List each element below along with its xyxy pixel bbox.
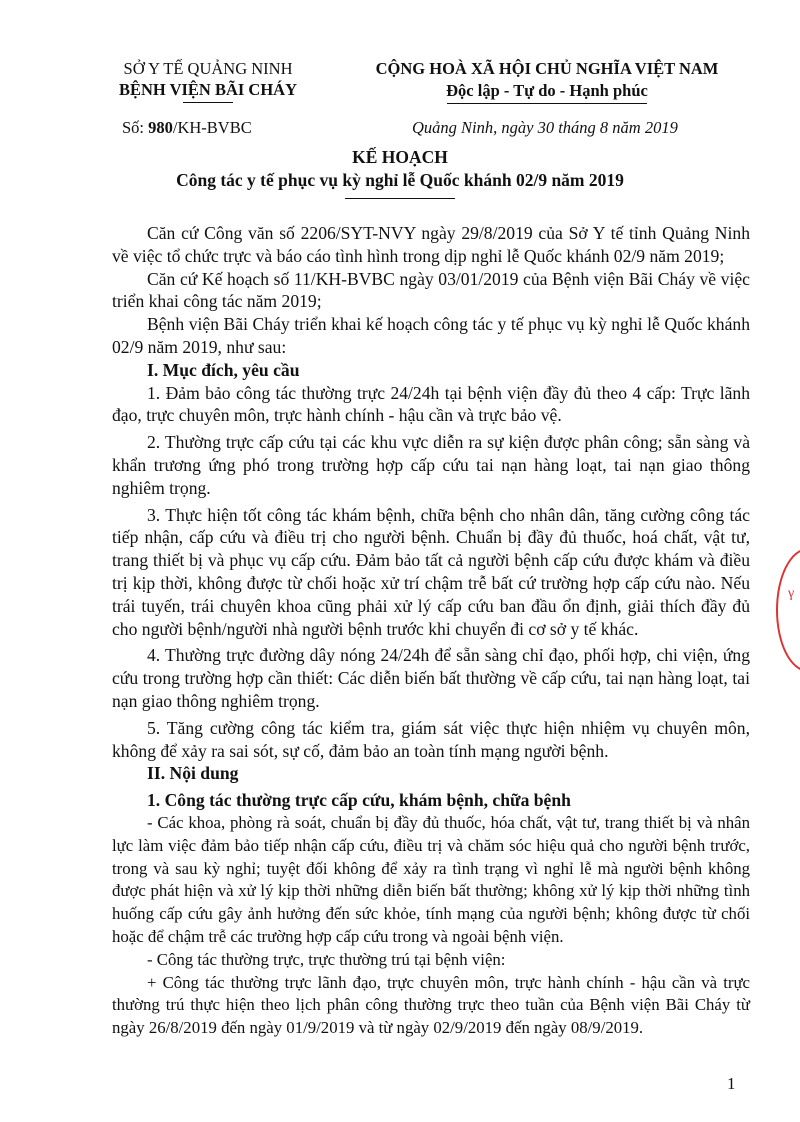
purpose-item-2: 2. Thường trực cấp cứu tại các khu vực diễn ra sự kiện được phân công; sẵn sàng và khẩn trương ứng phó trong trường hợp cấp cứu tai nạn hàng loạt, tai nạn giao thông nghiêm trọng.	[112, 432, 750, 498]
purpose-item-1: 1. Đảm bảo công tác thường trực 24/24h tại bệnh viện đầy đủ theo 4 cấp: Trực lãnh đạo, trực chuyên môn, trực hành chính - hậu cần và trực bảo vệ.	[112, 382, 750, 426]
intro-paragraph: Bệnh viện Bãi Cháy triển khai kế hoạch công tác y tế phục vụ kỳ nghỉ lễ Quốc khánh 02/9 năm 2019, như sau:	[112, 314, 750, 357]
subsection-heading-2-1: 1. Công tác thường trực cấp cứu, khám bệnh, chữa bệnh	[147, 790, 571, 811]
document-title: KẾ HOẠCH	[352, 147, 448, 167]
purpose-item-5: 5. Tăng cường công tác kiểm tra, giám sát việc thực hiện nhiệm vụ chuyên môn, không để xảy ra sai sót, sự cố, đảm bảo an toàn tính mạng người bệnh.	[112, 717, 750, 761]
section-heading-1: I. Mục đích, yêu cầu	[147, 359, 300, 380]
org-parent: SỞ Y TẾ QUẢNG NINH	[123, 59, 293, 78]
purpose-item-4: 4. Thường trực đường dây nóng 24/24h để sẵn sàng chỉ đạo, phối hợp, chi viện, ứng cứu trong trường hợp cần thiết: Các diễn biến bất thường về cấp cứu, tai nạn hàng loạt, tai nạn giao thông nghiêm trọng.	[112, 645, 750, 711]
org-name: BỆNH VIỆN BÃI CHÁY	[118, 80, 298, 99]
red-seal-stamp	[776, 548, 800, 672]
section-heading-2: II. Nội dung	[147, 763, 239, 784]
doc-no-number: 980	[148, 118, 173, 137]
red-seal-mark: γ	[788, 586, 795, 601]
document-body	[112, 222, 750, 1040]
duty-paragraph-2: - Công tác thường trực, trực thường trú tại bệnh viện:	[147, 949, 506, 969]
basis-paragraph-1: Căn cứ Công văn số 2206/SYT-NVY ngày 29/8/2019 của Sở Y tế tỉnh Quảng Ninh về việc tổ chức trực và báo cáo tình hình trong dịp nghỉ lễ Quốc khánh 02/9 năm 2019;	[112, 223, 750, 266]
motto-underline	[447, 103, 647, 104]
duty-paragraph-3: + Công tác thường trực lãnh đạo, trực chuyên môn, trực hành chính - hậu cần và trực thường trú thực hiện theo lịch phân công thường trực theo tuần của Bệnh viện Bãi Cháy từ ngày 26/8/2019 đến ngày 01/9/2019 và từ ngày 02/9/2019 đến ngày 08/9/2019.	[112, 972, 750, 1038]
page-number: 1	[727, 1074, 736, 1093]
subtitle-underline	[345, 198, 455, 199]
duty-paragraph-1: - Các khoa, phòng rà soát, chuẩn bị đầy đủ thuốc, hóa chất, vật tư, trang thiết bị và nhân lực làm việc đảm bảo tiếp nhận cấp cứu, điều trị và chăm sóc hiệu quả cho người bệnh trước, trong và sau kỳ nghỉ; tuyệt đối không để xảy ra tình trạng vì nghỉ lễ mà người bệnh không được phát hiện và xử lý kịp thời những diễn biến bất thường; không xử lý kịp thời những tình huống cấp cứu gây ảnh hưởng đến sức khỏe, tính mạng của người bệnh; không được từ chối hoặc để chậm trễ các trường hợp cấp cứu trong và ngoài bệnh viện.	[112, 812, 750, 946]
doc-no-suffix: /KH-BVBC	[172, 118, 252, 137]
motto: Độc lập - Tự do - Hạnh phúc	[446, 81, 648, 100]
basis-paragraph-2: Căn cứ Kế hoạch số 11/KH-BVBC ngày 03/01/2019 của Bệnh viện Bãi Cháy về việc triển khai công tác năm 2019;	[112, 268, 750, 312]
country-name: CỘNG HOÀ XÃ HỘI CHỦ NGHĨA VIỆT NAM	[375, 59, 719, 78]
document-subtitle: Công tác y tế phục vụ kỳ nghỉ lễ Quốc khánh 02/9 năm 2019	[176, 170, 624, 190]
org-name-underline	[183, 102, 233, 103]
place-date: Quảng Ninh, ngày 30 tháng 8 năm 2019	[412, 118, 678, 137]
purpose-item-3: 3. Thực hiện tốt công tác khám bệnh, chữa bệnh cho nhân dân, tăng cường công tác tiếp nhận, cấp cứu và điều trị cho người bệnh. Chuẩn bị đầy đủ thuốc, hoá chất, vật tư, trang thiết bị và phục vụ cấp cứu. Đảm bảo tất cả người bệnh cấp cứu được khám và điều trị kịp thời, không được từ chối hoặc xử trí chậm trễ bất cứ trường hợp cấp cứu nào. Nếu trái tuyến, trái chuyên khoa cũng phải xử lý cấp cứu ban đầu ổn định, giải thích đầy đủ cho người bệnh/người nhà người bệnh trước khi chuyển đi cơ sở y tế khác.	[112, 504, 750, 639]
doc-no-prefix: Số:	[122, 118, 145, 137]
document-number	[122, 117, 252, 138]
